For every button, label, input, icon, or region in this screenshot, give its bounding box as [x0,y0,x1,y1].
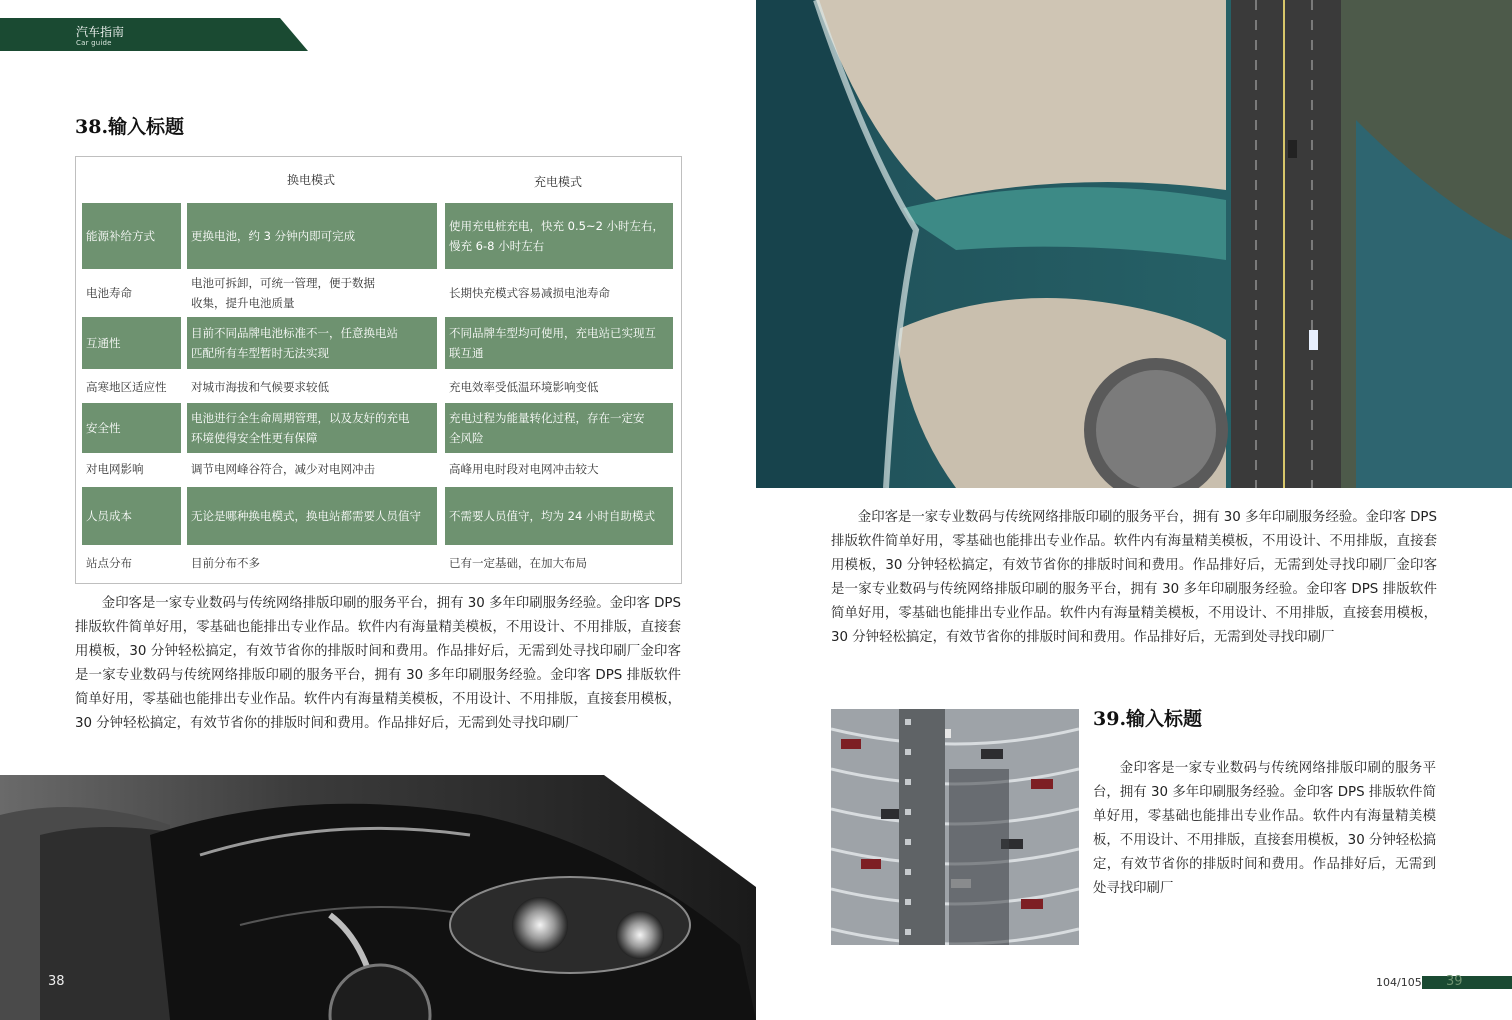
page-number-bar [1422,976,1512,989]
row-label [82,457,181,481]
header-title: 汽车指南 [76,25,125,39]
cell-text: 目前不同品牌电池标准不一，任意换电站 [191,326,398,340]
row-label [82,375,181,399]
cell-text: 收集，提升电池质量 [191,296,295,310]
charge-mode-cell [445,403,673,453]
cell-text: 联互通 [449,346,484,360]
header-banner [0,18,308,51]
cell-text: 电池寿命 [86,286,132,300]
cell-text: 站点分布 [86,556,132,570]
cell-text: 不需要人员值守，均为 24 小时自助模式 [449,509,655,523]
cell-text: 互通性 [86,336,121,350]
swap-mode-cell [187,375,437,399]
cell-text: 高寒地区适应性 [86,380,167,394]
car-headlight-photo [0,775,756,1020]
cell-text: 更换电池，约 3 分钟内即可完成 [191,229,356,243]
comparison-table [75,156,682,584]
swap-mode-cell [187,403,437,453]
column-header-charge: 充电模式 [534,175,583,189]
swap-mode-cell [187,275,437,311]
aerial-coast-photo [756,0,1512,488]
cell-text: 目前分布不多 [191,556,260,570]
cell-text: 高峰用电时段对电网冲击较大 [449,462,599,476]
section-39-paragraph: 金印客是一家专业数码与传统网络排版印刷的服务平台，拥有 30 多年印刷服务经验。金印客 DPS 排版软件简单好用，零基础也能排出专业作品。软件内有海量精美模板，不用设计、不用排版，直接套用模板，30 分钟轻松搞定，有效节省你的排版时间和费用。作品排好后，无需到处寻找印刷厂 [1093,761,1436,896]
cell-text: 全风险 [449,431,484,445]
car-tower-photo [831,709,1079,945]
charge-mode-cell [445,375,673,399]
row-label [82,203,181,269]
cell-text: 已有一定基础，在加大布局 [449,556,587,570]
cell-text: 电池进行全生命周期管理，以及友好的充电 [191,411,410,425]
row-label [82,487,181,545]
swap-mode-cell [187,487,437,545]
cell-text: 长期快充模式容易减损电池寿命 [449,286,610,300]
swap-mode-cell [187,203,437,269]
cell-text: 匹配所有车型暂时无法实现 [191,346,329,360]
cell-text: 不同品牌车型均可使用，充电站已实现互 [449,326,656,340]
cell-text: 充电过程为能量转化过程，存在一定安 [449,411,645,425]
cell-text: 安全性 [86,421,121,435]
row-label [82,549,181,577]
charge-mode-cell [445,487,673,545]
cell-text: 无论是哪种换电模式，换电站都需要人员值守 [191,509,421,523]
swap-mode-cell [187,317,437,369]
cell-text: 调节电网峰谷符合，减少对电网冲击 [191,462,375,476]
banner-shape [0,18,308,51]
swap-mode-cell [187,549,437,577]
section-39-heading: 39.输入标题 [1093,708,1203,730]
header-subtitle: Car guide [76,39,112,47]
row-label [82,275,181,311]
charge-mode-cell [445,457,673,481]
right-page-number: 39 [1446,974,1463,989]
right-top-paragraph: 金印客是一家专业数码与传统网络排版印刷的服务平台，拥有 30 多年印刷服务经验。金印客 DPS 排版软件简单好用，零基础也能排出专业作品。软件内有海量精美模板，不用设计、不用排版，直接套用模板，30 分钟轻松搞定，有效节省你的排版时间和费用。作品排好后，无需到处寻找印刷厂金印客是一家专业数码与传统网络排版印刷的服务平台，拥有 30 多年印刷服务经验。金印客 DPS 排版软件简单好用，零基础也能排出专业作品。软件内有海量精美模板，不用设计、不用排版，直接套用模板，30 分钟轻松搞定，有效节省你的排版时间和费用。作品排好后，无需到处寻找印刷厂 [831,510,1437,645]
cell-text: 对城市海拔和气候要求较低 [191,380,329,394]
cell-text: 充电效率受低温环境影响变低 [449,380,599,394]
charge-mode-cell [445,317,673,369]
cell-text: 对电网影响 [86,462,144,476]
section-38-paragraph: 金印客是一家专业数码与传统网络排版印刷的服务平台，拥有 30 多年印刷服务经验。金印客 DPS 排版软件简单好用，零基础也能排出专业作品。软件内有海量精美模板，不用设计、不用排版，直接套用模板，30 分钟轻松搞定，有效节省你的排版时间和费用。作品排好后，无需到处寻找印刷厂金印客是一家专业数码与传统网络排版印刷的服务平台，拥有 30 多年印刷服务经验。金印客 DPS 排版软件简单好用，零基础也能排出专业作品。软件内有海量精美模板，不用设计、不用排版，直接套用模板，30 分钟轻松搞定，有效节省你的排版时间和费用。作品排好后，无需到处寻找印刷厂 [75,596,681,731]
cell-text: 慢充 6-8 小时左右 [449,239,545,253]
charge-mode-cell [445,275,673,311]
left-page-number: 38 [48,974,65,989]
cell-text: 使用充电桩充电，快充 0.5~2 小时左右， [449,219,665,233]
charge-mode-cell [445,549,673,577]
cell-text: 人员成本 [86,509,132,523]
cell-text: 环境使得安全性更有保障 [191,431,318,445]
charge-mode-cell [445,203,673,269]
section-38-heading: 38.输入标题 [75,116,185,138]
cell-text: 能源补给方式 [86,229,155,243]
cell-text: 电池可拆卸，可统一管理，便于数据 [191,276,375,290]
column-header-swap: 换电模式 [287,173,336,187]
row-label [82,317,181,369]
swap-mode-cell [187,457,437,481]
row-label [82,403,181,453]
page-count: 104/105 [1376,976,1422,989]
